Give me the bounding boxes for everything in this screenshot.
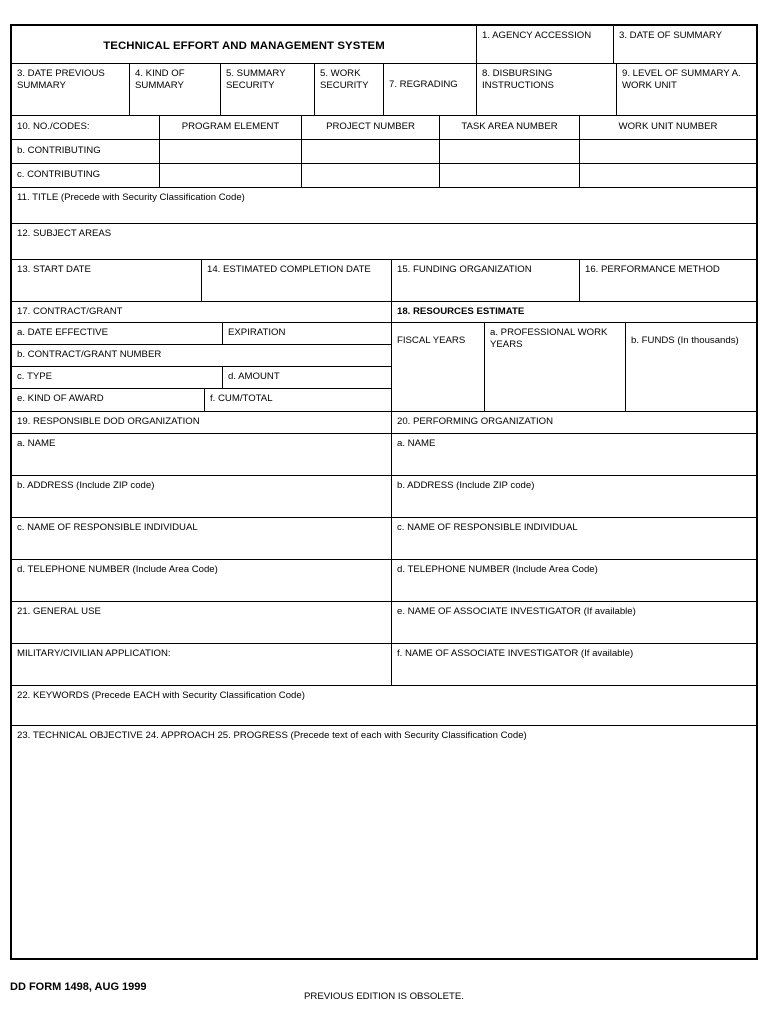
- field-regrading[interactable]: 7. REGRADING: [384, 64, 477, 115]
- form-footer: [10, 981, 758, 1005]
- field-funding-organization[interactable]: 15. FUNDING ORGANIZATION: [392, 260, 580, 301]
- dd-form-1498: [10, 24, 758, 960]
- input-c-task-area-number[interactable]: [440, 164, 580, 187]
- heading-contract-grant: 17. CONTRACT/GRANT: [17, 306, 123, 317]
- field-cum-total[interactable]: f. CUM/TOTAL: [210, 393, 273, 404]
- field-start-date[interactable]: 13. START DATE: [12, 260, 202, 301]
- field-technical-objective-approach-progress[interactable]: 23. TECHNICAL OBJECTIVE 24. APPROACH 25. PROGRESS (Precede text of each with Security Classification Code): [17, 730, 527, 741]
- input-c-program-element[interactable]: [160, 164, 302, 187]
- resources-heading-row: [392, 302, 756, 323]
- column-professional-work-years[interactable]: a. PROFESSIONAL WORK YEARS: [485, 323, 626, 411]
- codes-row-b: [12, 140, 756, 164]
- resources-columns-row: [392, 323, 756, 411]
- field-amount[interactable]: d. AMOUNT: [228, 371, 280, 382]
- label-contributing-b: b. CONTRIBUTING: [12, 140, 160, 163]
- field-general-use[interactable]: 21. GENERAL USE: [12, 602, 392, 643]
- column-fiscal-years[interactable]: FISCAL YEARS: [392, 323, 485, 411]
- field-military-civilian-application[interactable]: MILITARY/CIVILIAN APPLICATION:: [12, 644, 392, 685]
- field-responsible-individual[interactable]: c. NAME OF RESPONSIBLE INDIVIDUAL: [12, 518, 392, 559]
- input-b-program-element[interactable]: [160, 140, 302, 163]
- field-performing-address[interactable]: b. ADDRESS (Include ZIP code): [397, 480, 535, 491]
- column-project-number: PROJECT NUMBER: [302, 116, 440, 139]
- input-c-work-unit-number[interactable]: [580, 164, 756, 187]
- field-performing-name[interactable]: a. NAME: [397, 438, 436, 449]
- field-level-of-summary[interactable]: 9. LEVEL OF SUMMARY A. WORK UNIT: [622, 68, 741, 91]
- field-title[interactable]: 11. TITLE (Precede with Security Classification Code): [12, 188, 756, 224]
- field-type[interactable]: c. TYPE: [12, 367, 223, 388]
- heading-responsible-dod-organization: 19. RESPONSIBLE DOD ORGANIZATION: [12, 412, 392, 433]
- field-associate-investigator-e[interactable]: e. NAME OF ASSOCIATE INVESTIGATOR (If available): [397, 606, 636, 617]
- column-task-area-number: TASK AREA NUMBER: [440, 116, 580, 139]
- field-kind-of-award[interactable]: e. KIND OF AWARD: [12, 389, 205, 411]
- input-b-project-number[interactable]: [302, 140, 440, 163]
- column-work-unit-number: WORK UNIT NUMBER: [618, 121, 718, 132]
- column-funds[interactable]: b. FUNDS (In thousands): [631, 335, 739, 346]
- org-heading-row: [12, 412, 756, 434]
- org-address-row: [12, 476, 756, 518]
- field-responsible-address[interactable]: b. ADDRESS (Include ZIP code): [12, 476, 392, 517]
- footer-form-number: DD FORM 1498, AUG 1999: [10, 981, 147, 993]
- field-estimated-completion-date[interactable]: 14. ESTIMATED COMPLETION DATE: [202, 260, 392, 301]
- resources-estimate-section: [392, 302, 756, 411]
- field-expiration[interactable]: EXPIRATION: [228, 327, 286, 338]
- field-performing-individual[interactable]: c. NAME OF RESPONSIBLE INDIVIDUAL: [397, 522, 578, 533]
- field-agency-accession[interactable]: 1. AGENCY ACCESSION: [477, 26, 614, 63]
- form-title: TECHNICAL EFFORT AND MANAGEMENT SYSTEM: [12, 26, 477, 63]
- field-summary-security[interactable]: 5. SUMMARY SECURITY: [221, 64, 315, 115]
- contract-dates-row: [12, 323, 391, 345]
- field-date-of-summary[interactable]: 3. DATE OF SUMMARY: [619, 30, 723, 41]
- contract-number-row: [12, 345, 391, 367]
- field-performing-telephone[interactable]: d. TELEPHONE NUMBER (Include Area Code): [397, 564, 598, 575]
- contract-resources-split: [12, 302, 756, 412]
- contract-heading-row: [12, 302, 391, 323]
- military-civilian-row: [12, 644, 756, 686]
- label-no-codes: 10. NO./CODES:: [12, 116, 160, 139]
- field-work-security[interactable]: 5. WORK SECURITY: [315, 64, 384, 115]
- field-performance-method[interactable]: 16. PERFORMANCE METHOD: [585, 264, 720, 275]
- field-date-previous-summary[interactable]: 3. DATE PREVIOUS SUMMARY: [12, 64, 130, 115]
- contract-type-row: [12, 367, 391, 389]
- input-c-project-number[interactable]: [302, 164, 440, 187]
- field-responsible-name[interactable]: a. NAME: [12, 434, 392, 475]
- contract-award-row: [12, 389, 391, 411]
- field-responsible-telephone[interactable]: d. TELEPHONE NUMBER (Include Area Code): [12, 560, 392, 601]
- input-b-work-unit-number[interactable]: [580, 140, 756, 163]
- field-subject-areas[interactable]: 12. SUBJECT AREAS: [12, 224, 756, 260]
- label-contributing-c: c. CONTRIBUTING: [12, 164, 160, 187]
- codes-header-row: [12, 116, 756, 140]
- footer-notice: PREVIOUS EDITION IS OBSOLETE.: [304, 991, 464, 1002]
- field-kind-of-summary[interactable]: 4. KIND OF SUMMARY: [130, 64, 221, 115]
- field-disbursing-instructions[interactable]: 8. DISBURSING INSTRUCTIONS: [477, 64, 617, 115]
- field-keywords[interactable]: 22. KEYWORDS (Precede EACH with Security Classification Code): [12, 686, 756, 726]
- contract-grant-section: [12, 302, 392, 411]
- title-row: [12, 26, 756, 64]
- header-fields-row: [12, 64, 756, 116]
- general-use-row: [12, 602, 756, 644]
- heading-performing-organization: 20. PERFORMING ORGANIZATION: [397, 416, 554, 427]
- field-date-effective[interactable]: a. DATE EFFECTIVE: [12, 323, 223, 344]
- org-name-row: [12, 434, 756, 476]
- field-contract-grant-number[interactable]: b. CONTRACT/GRANT NUMBER: [17, 349, 162, 360]
- input-b-task-area-number[interactable]: [440, 140, 580, 163]
- codes-row-c: [12, 164, 756, 188]
- dates-row: [12, 260, 756, 302]
- column-program-element: PROGRAM ELEMENT: [160, 116, 302, 139]
- field-associate-investigator-f[interactable]: f. NAME OF ASSOCIATE INVESTIGATOR (If available): [397, 648, 634, 659]
- org-individual-row: [12, 518, 756, 560]
- heading-resources-estimate: 18. RESOURCES ESTIMATE: [397, 306, 525, 317]
- org-telephone-row: [12, 560, 756, 602]
